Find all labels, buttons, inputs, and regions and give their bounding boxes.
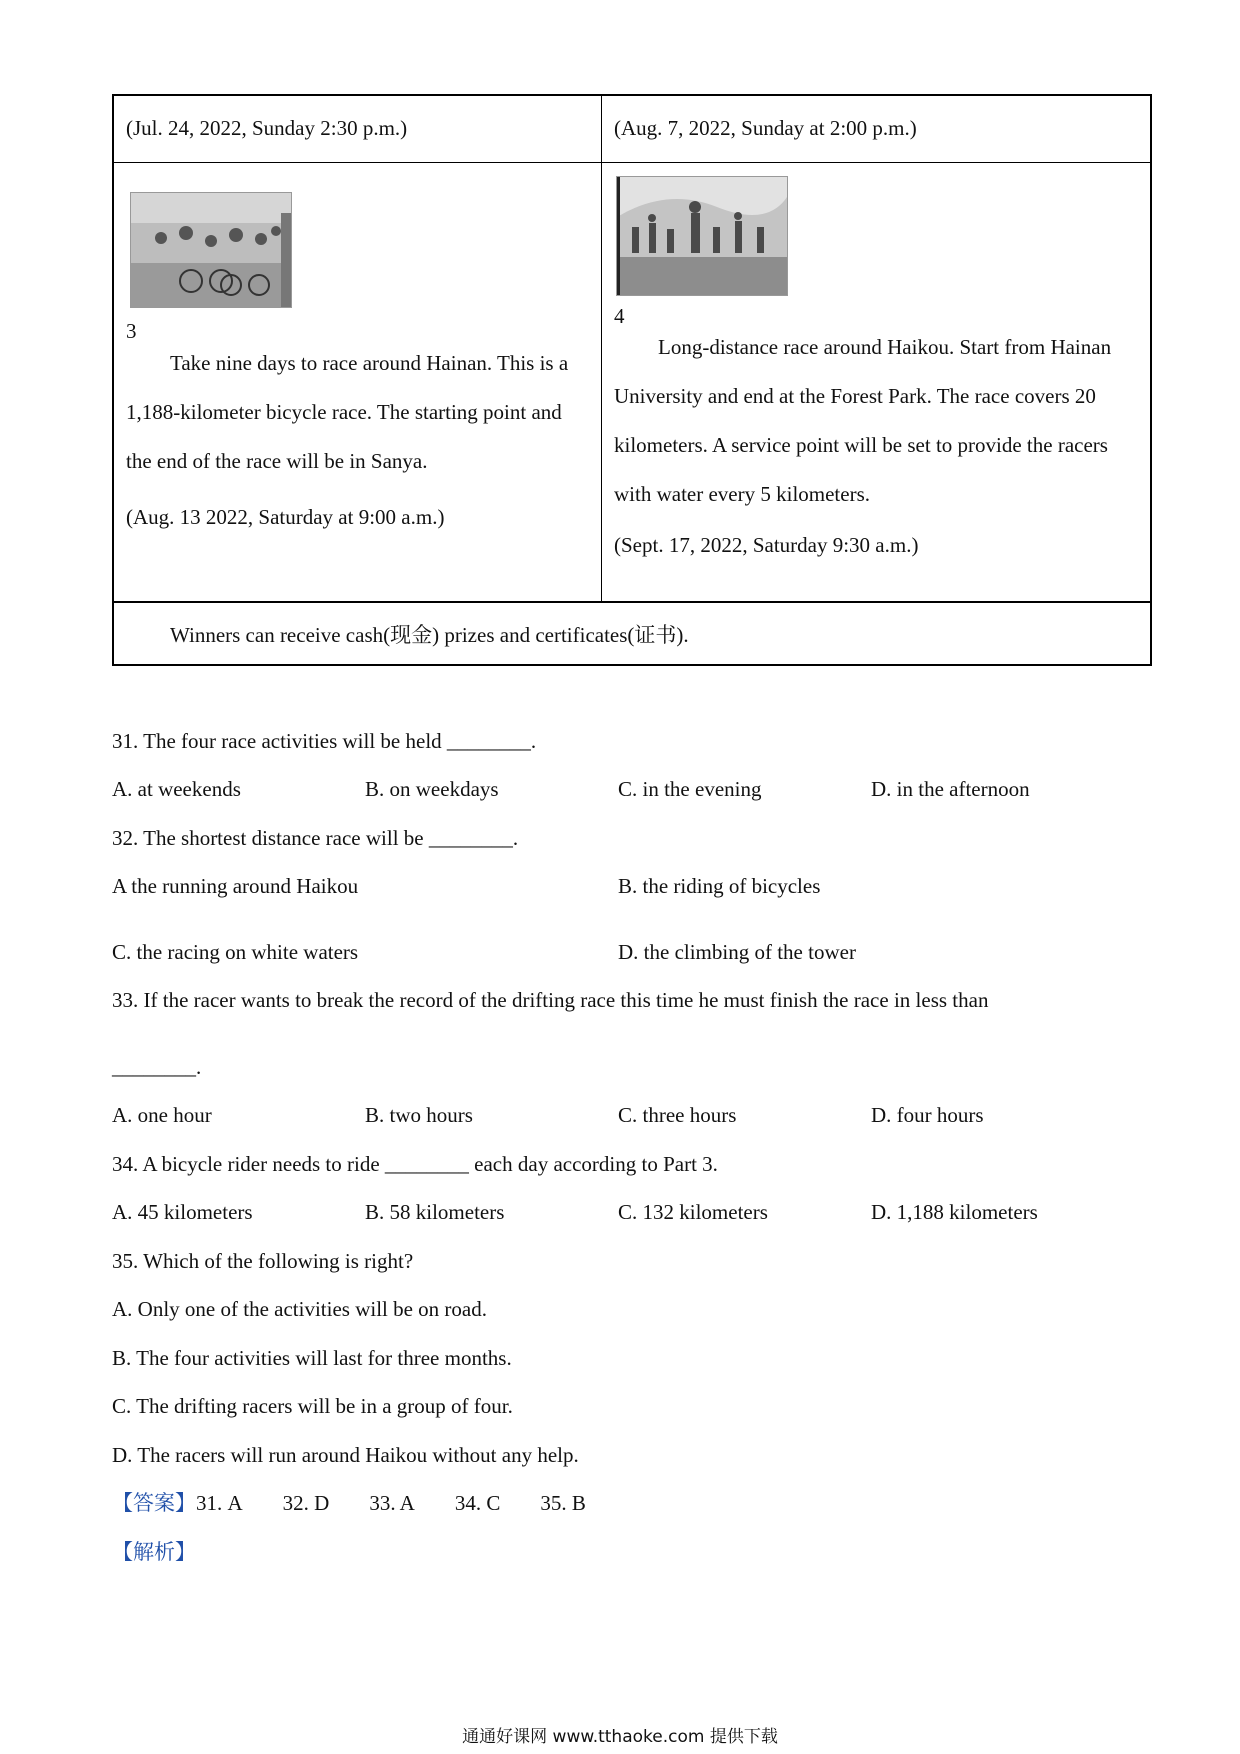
option: D. 1,188 kilometers — [871, 1200, 1038, 1224]
question-34: 34. A bicycle rider needs to ride ________ each day according to Part 3. — [112, 1152, 718, 1176]
answer-item: 34. C — [454, 1491, 501, 1515]
option: A. Only one of the activities will be on road. — [112, 1297, 487, 1321]
option: C. the racing on white waters — [112, 940, 359, 964]
question-31: 31. The four race activities will be held ________. — [112, 729, 537, 753]
option: B. The four activities will last for three months. — [112, 1346, 512, 1370]
option: C. in the evening — [618, 777, 762, 801]
question-33: 33. If the racer wants to break the record of the drifting race this time he must finish the race in less than — [112, 988, 989, 1012]
part3-date: (Aug. 13 2022, Saturday at 9:00 a.m.) — [126, 505, 445, 529]
answer-item: 33. A — [369, 1491, 415, 1515]
question-35: 35. Which of the following is right? — [112, 1249, 414, 1273]
answer-item: 32. D — [282, 1491, 330, 1515]
part3-number: 3 — [126, 319, 137, 343]
race-table — [112, 94, 1152, 666]
question-33-blank: ________. — [112, 1055, 202, 1079]
page-footer: 通通好课网 www.tthaoke.com 提供下载 — [462, 1727, 778, 1747]
option: C. three hours — [618, 1103, 737, 1127]
option: D. in the afternoon — [871, 777, 1030, 801]
question-32: 32. The shortest distance race will be ________. — [112, 826, 519, 850]
answer-tag: 【答案】 — [112, 1491, 196, 1515]
option: A. one hour — [112, 1103, 212, 1127]
option: B. the riding of bicycles — [618, 874, 821, 898]
part4-date: (Sept. 17, 2022, Saturday 9:30 a.m.) — [614, 533, 919, 557]
table-divider — [114, 162, 1150, 163]
bicycle-race-photo — [130, 192, 292, 308]
running-race-photo — [616, 176, 788, 296]
part4-description: Long-distance race around Haikou. Start from Hainan University and end at the Forest Park. The race covers 20 kilometers. A service point will be set to provide the racers with water every 5 kilometers. — [614, 335, 1112, 506]
option: D. the climbing of the tower — [618, 940, 856, 964]
option: D. The racers will run around Haikou without any help. — [112, 1443, 579, 1467]
option: B. 58 kilometers — [365, 1200, 505, 1224]
part4-number: 4 — [614, 304, 625, 328]
option: C. 132 kilometers — [618, 1200, 768, 1224]
analysis-tag: 【解析】 — [112, 1540, 196, 1564]
answer-line — [112, 1488, 586, 1518]
option: A. at weekends — [112, 777, 241, 801]
part3-description: Take nine days to race around Hainan. This is a 1,188-kilometer bicycle race. The starting point and the end of the race will be in Sanya. — [126, 351, 569, 473]
option: B. on weekdays — [365, 777, 499, 801]
answer-item: 35. B — [540, 1491, 586, 1515]
option: A. 45 kilometers — [112, 1200, 253, 1224]
option: A the running around Haikou — [112, 874, 359, 898]
answer-item: 31. A — [196, 1491, 243, 1515]
option: C. The drifting racers will be in a group of four. — [112, 1394, 513, 1418]
part2-date: (Aug. 7, 2022, Sunday at 2:00 p.m.) — [614, 116, 917, 140]
table-divider — [601, 96, 602, 602]
option: B. two hours — [365, 1103, 473, 1127]
part1-date: (Jul. 24, 2022, Sunday 2:30 p.m.) — [126, 116, 408, 140]
prize-note: Winners can receive cash(现金) prizes and certificates(证书). — [170, 623, 689, 647]
option: D. four hours — [871, 1103, 984, 1127]
